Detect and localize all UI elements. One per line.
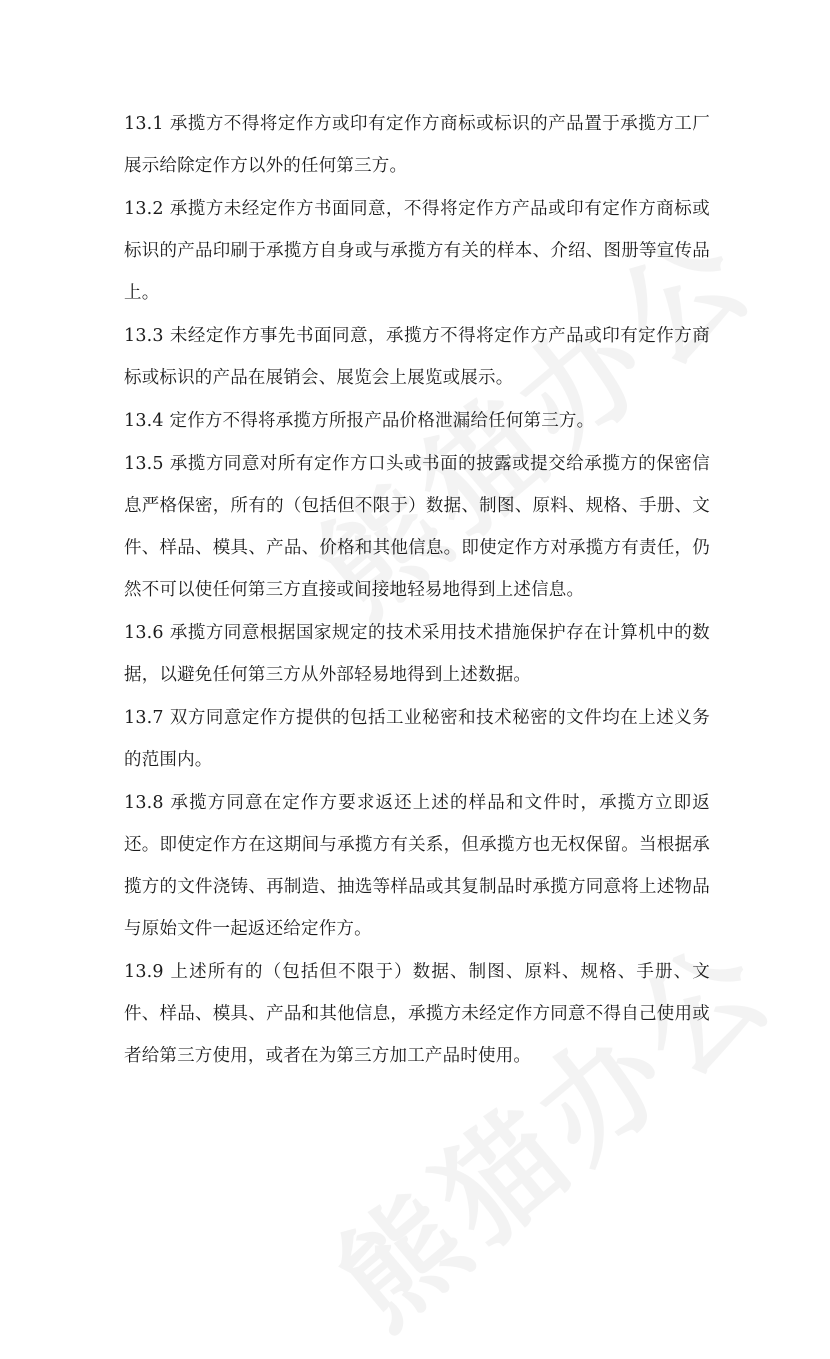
clause-13-8: 13.8 承揽方同意在定作方要求返还上述的样品和文件时，承揽方立即返还。即使定作方在这期间与承揽方有关系，但承揽方也无权保留。当根据承揽方的文件浇铸、再制造、抽选等样品或其复制品时承揽方同意将上述物品与原始文件一起返还给定作方。 bbox=[124, 793, 710, 939]
clause-13-6: 13.6 承揽方同意根据国家规定的技术采用技术措施保护存在计算机中的数据，以避免任何第三方从外部轻易地得到上述数据。 bbox=[124, 623, 710, 685]
document-body bbox=[124, 103, 710, 1078]
clause-13-9: 13.9 上述所有的（包括但不限于）数据、制图、原料、规格、手册、文件、样品、模具、产品和其他信息，承揽方未经定作方同意不得自己使用或者给第三方使用，或者在为第三方加工产品时使用。 bbox=[124, 962, 710, 1066]
clause-13-3: 13.3 未经定作方事先书面同意，承揽方不得将定作方产品或印有定作方商标或标识的产品在展销会、展览会上展览或展示。 bbox=[124, 326, 710, 388]
clause-13-1: 13.1 承揽方不得将定作方或印有定作方商标或标识的产品置于承揽方工厂展示给除定作方以外的任何第三方。 bbox=[124, 114, 710, 176]
clause-13-2: 13.2 承揽方未经定作方书面同意，不得将定作方产品或印有定作方商标或标识的产品印刷于承揽方自身或与承揽方有关的样本、介绍、图册等宣传品上。 bbox=[124, 199, 710, 303]
clause-13-7: 13.7 双方同意定作方提供的包括工业秘密和技术秘密的文件均在上述义务的范围内。 bbox=[124, 708, 710, 770]
clause-13-5: 13.5 承揽方同意对所有定作方口头或书面的披露或提交给承揽方的保密信息严格保密，所有的（包括但不限于）数据、制图、原料、规格、手册、文件、样品、模具、产品、价格和其他信息。即使定作方对承揽方有责任，仍然不可以使任何第三方直接或间接地轻易地得到上述信息。 bbox=[124, 454, 710, 600]
clause-13-4: 13.4 定作方不得将承揽方所报产品价格泄漏给任何第三方。 bbox=[124, 411, 595, 431]
